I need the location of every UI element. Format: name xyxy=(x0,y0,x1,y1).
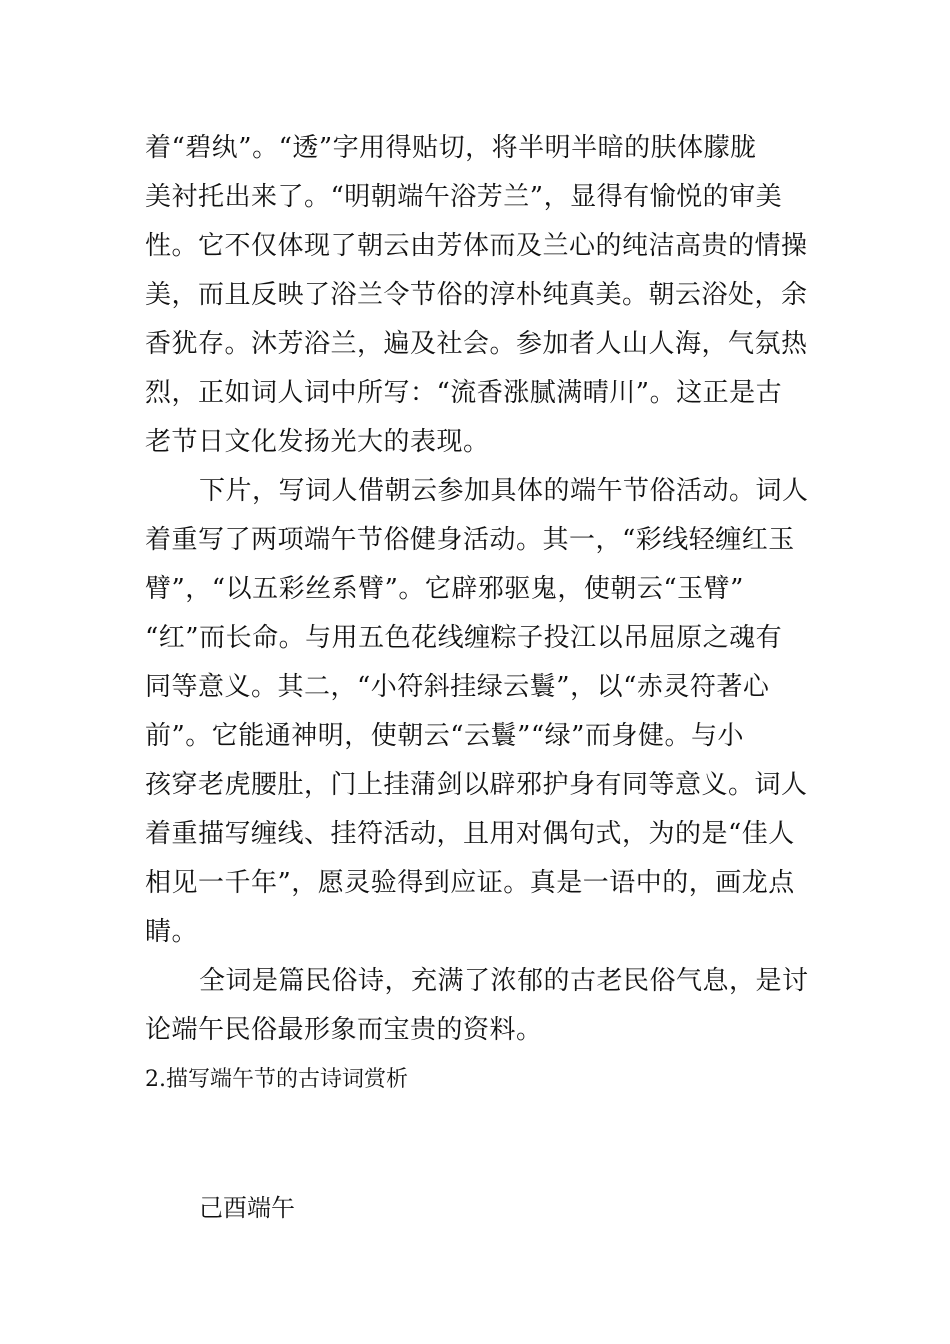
poem-title: 己酉端午 xyxy=(199,1194,295,1222)
spacer xyxy=(145,1104,950,1184)
text-line: 臂”，“以五彩丝系臂”。它辟邪驱鬼，使朝云“玉臂” xyxy=(145,574,744,604)
paragraph-3 xyxy=(145,957,950,1055)
text-line: 美，而且反映了浴兰令节俗的淳朴纯真美。朝云浴处，余 xyxy=(145,280,808,310)
text-line: 睛。 xyxy=(145,917,199,947)
text-line: 相见一千年”，愿灵验得到应证。真是一语中的，画龙点 xyxy=(145,868,795,898)
paragraph-1 xyxy=(145,124,950,467)
text-line: 着重描写缠线、挂符活动，且用对偶句式，为的是“佳人 xyxy=(145,819,795,849)
text-line: 孩穿老虎腰肚，门上挂蒲剑以辟邪护身有同等意义。词人 xyxy=(145,770,808,800)
text-line: 老节日文化发扬光大的表现。 xyxy=(145,427,490,457)
text-line: 下片，写词人借朝云参加具体的端午节俗活动。词人 xyxy=(199,476,809,506)
text-line: 全词是篇民俗诗，充满了浓郁的古老民俗气息，是讨 xyxy=(199,966,809,996)
text-line: 前”。它能通神明，使朝云“云鬟”“绿”而身健。与小 xyxy=(145,721,744,751)
text-line: 同等意义。其二，“小符斜挂绿云鬟”，以“赤灵符著心 xyxy=(145,672,770,702)
text-line: 香犹存。沐芳浴兰，遍及社会。参加者人山人海，气氛热 xyxy=(145,329,808,359)
text-line: 性。它不仅体现了朝云由芳体而及兰心的纯洁高贵的情操 xyxy=(145,231,808,261)
text-line: 美衬托出来了。“明朝端午浴芳兰”，显得有愉悦的审美 xyxy=(145,182,783,212)
text-line: “红”而长命。与用五色花线缠粽子投江以吊屈原之魂有 xyxy=(145,623,783,653)
text-line: 着重写了两项端午节俗健身活动。其一，“彩线轻缠红玉 xyxy=(145,525,795,555)
paragraph-2 xyxy=(145,467,950,957)
text-line: 烈，正如词人词中所写：“流香涨腻满晴川”。这正是古 xyxy=(145,378,783,408)
section-heading: 2.描写端午节的古诗词赏析 xyxy=(145,1067,408,1092)
text-line: 着“碧纨”。“透”字用得贴切，将半明半暗的肤体朦胧 xyxy=(145,133,757,163)
text-line: 论端午民俗最形象而宝贵的资料。 xyxy=(145,1015,543,1045)
